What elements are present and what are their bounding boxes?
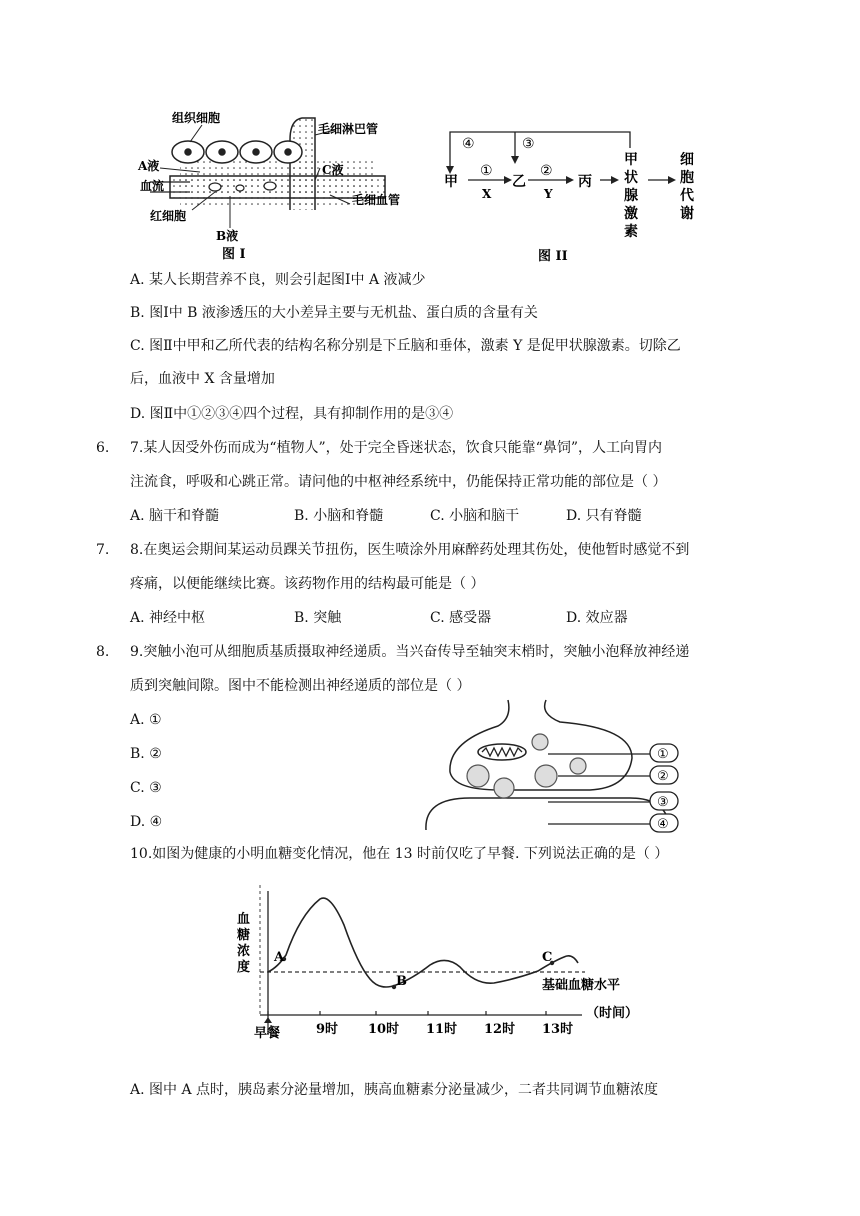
figure-2-caption: 图 II bbox=[538, 249, 568, 264]
label-b-liquid: B液 bbox=[216, 229, 239, 243]
svg-text:激: 激 bbox=[624, 206, 638, 222]
q5-option-c-line2: 后，血液中 X 含量增加 bbox=[130, 371, 275, 387]
q8-stem-line2: 疼痛，以便能继续比赛。该药物作用的结构最可能是（ ） bbox=[130, 576, 485, 592]
marker-4: ④ bbox=[657, 817, 669, 832]
q7-list-number: 6. bbox=[96, 440, 110, 456]
figure-1-diagram bbox=[130, 100, 420, 265]
label-blood-flow: 血流 bbox=[140, 179, 165, 193]
node-cell-metabolism bbox=[680, 152, 695, 222]
q9-option-c: C. ③ bbox=[130, 780, 162, 796]
q10-stem: 10.如图为健康的小明血糖变化情况，他在 13 时前仅吃了早餐. 下列说法正确的是（ ） bbox=[130, 846, 669, 862]
q8-list-number: 7. bbox=[96, 542, 110, 558]
point-c-label: C bbox=[542, 950, 553, 965]
x-tick-13: 13时 bbox=[542, 1022, 574, 1037]
label-x: X bbox=[482, 187, 492, 201]
svg-text:谢: 谢 bbox=[680, 206, 694, 222]
q7-stem-line1: 7.某人因受外伤而成为“植物人”，处于完全昏迷状态，饮食只能靠“鼻饲”，人工向胃内 bbox=[130, 440, 662, 456]
figure-1-caption: 图 I bbox=[222, 247, 246, 262]
q9-stem-line2: 质到突触间隙。图中不能检测出神经递质的部位是（ ） bbox=[130, 678, 471, 694]
marker-2: ② bbox=[657, 769, 669, 784]
y-axis-label-char: 糖 bbox=[237, 928, 251, 943]
svg-text:状: 状 bbox=[624, 170, 638, 186]
node-jia: 甲 bbox=[444, 174, 458, 190]
y-axis-label-char: 度 bbox=[237, 960, 251, 975]
q7-option-d: D. 只有脊髓 bbox=[566, 508, 642, 524]
label-red-cell: 红细胞 bbox=[150, 209, 187, 223]
q8-option-b: B. 突触 bbox=[294, 610, 342, 626]
q8-stem-line1: 8.在奥运会期间某运动员踝关节扭伤，医生喷涂外用麻醉药处理其伤处，使他暂时感觉不到 bbox=[130, 542, 690, 558]
label-lymph: 毛细淋巴管 bbox=[318, 122, 379, 136]
y-axis-label-char: 浓 bbox=[237, 944, 251, 959]
label-y: Y bbox=[544, 187, 553, 201]
circle-4: ④ bbox=[462, 136, 475, 152]
baseline-label: 基础血糖水平 bbox=[542, 978, 621, 993]
node-bing: 丙 bbox=[578, 174, 592, 190]
label-tissue-cell: 组织细胞 bbox=[172, 111, 221, 125]
q7-option-b: B. 小脑和脊髓 bbox=[294, 508, 384, 524]
x-axis-label: （时间） bbox=[586, 1006, 639, 1021]
q5-option-a: A. 某人长期营养不良，则会引起图Ⅰ中 A 液减少 bbox=[130, 272, 426, 288]
q5-option-c-line1: C. 图Ⅱ中甲和乙所代表的结构名称分别是下丘脑和垂体，激素 Y 是促甲状腺激素。切除乙 bbox=[130, 338, 681, 354]
circle-1: ① bbox=[480, 163, 493, 179]
q5-option-b: B. 图Ⅰ中 B 液渗透压的大小差异主要与无机盐、蛋白质的含量有关 bbox=[130, 305, 538, 321]
circle-2: ② bbox=[540, 163, 553, 179]
q9-option-d: D. ④ bbox=[130, 814, 163, 830]
x-tick-10: 10时 bbox=[368, 1022, 400, 1037]
node-yi: 乙 bbox=[512, 174, 526, 190]
y-axis-label-char: 血 bbox=[237, 912, 251, 927]
x-tick-breakfast: 早餐 bbox=[254, 1026, 281, 1041]
svg-text:素: 素 bbox=[624, 224, 638, 240]
circle-3: ③ bbox=[522, 136, 535, 152]
marker-1: ① bbox=[657, 747, 669, 762]
tissue-cells bbox=[172, 141, 302, 163]
synapse-diagram bbox=[420, 698, 710, 834]
q9-list-number: 8. bbox=[96, 644, 110, 660]
glucose-chart bbox=[220, 875, 650, 1045]
label-c-liquid: C液 bbox=[322, 163, 344, 177]
point-b-label: B bbox=[396, 974, 407, 989]
svg-text:胞: 胞 bbox=[680, 170, 694, 186]
q5-option-d: D. 图Ⅱ中①②③④四个过程，具有抑制作用的是③④ bbox=[130, 406, 454, 422]
q8-option-c: C. 感受器 bbox=[430, 610, 492, 626]
svg-text:代: 代 bbox=[680, 188, 694, 204]
node-thyroid-hormone bbox=[624, 152, 638, 240]
marker-3: ③ bbox=[657, 795, 669, 810]
svg-text:细: 细 bbox=[680, 152, 694, 168]
q9-stem-line1: 9.突触小泡可从细胞质基质摄取神经递质。当兴奋传导至轴突末梢时，突触小泡释放神经递 bbox=[130, 644, 690, 660]
q8-option-a: A. 神经中枢 bbox=[130, 610, 206, 626]
x-tick-9: 9时 bbox=[316, 1022, 339, 1037]
svg-text:腺: 腺 bbox=[624, 188, 638, 204]
figure-2-diagram bbox=[440, 120, 710, 265]
synaptic-vesicles bbox=[467, 734, 586, 798]
q9-option-a: A. ① bbox=[130, 712, 162, 728]
q7-stem-line2: 注流食，呼吸和心跳正常。请问他的中枢神经系统中，仍能保持正常功能的部位是（ ） bbox=[130, 474, 667, 490]
q9-option-b: B. ② bbox=[130, 746, 162, 762]
y-axis-label bbox=[236, 911, 250, 975]
svg-text:甲: 甲 bbox=[624, 152, 638, 168]
q10-option-a: A. 图中 A 点时，胰岛素分泌量增加，胰高血糖素分泌量减少，二者共同调节血糖浓度 bbox=[130, 1082, 659, 1098]
q7-option-c: C. 小脑和脑干 bbox=[430, 508, 520, 524]
point-a-label: A bbox=[274, 950, 285, 965]
mitochondrion bbox=[478, 744, 526, 760]
q8-option-d: D. 效应器 bbox=[566, 610, 628, 626]
x-tick-12: 12时 bbox=[484, 1022, 516, 1037]
q7-option-a: A. 脑干和脊髓 bbox=[130, 508, 220, 524]
label-capillary: 毛细血管 bbox=[352, 193, 401, 207]
label-a-liquid: A液 bbox=[138, 159, 160, 173]
glucose-curve bbox=[268, 898, 578, 987]
x-tick-11: 11时 bbox=[426, 1022, 458, 1037]
